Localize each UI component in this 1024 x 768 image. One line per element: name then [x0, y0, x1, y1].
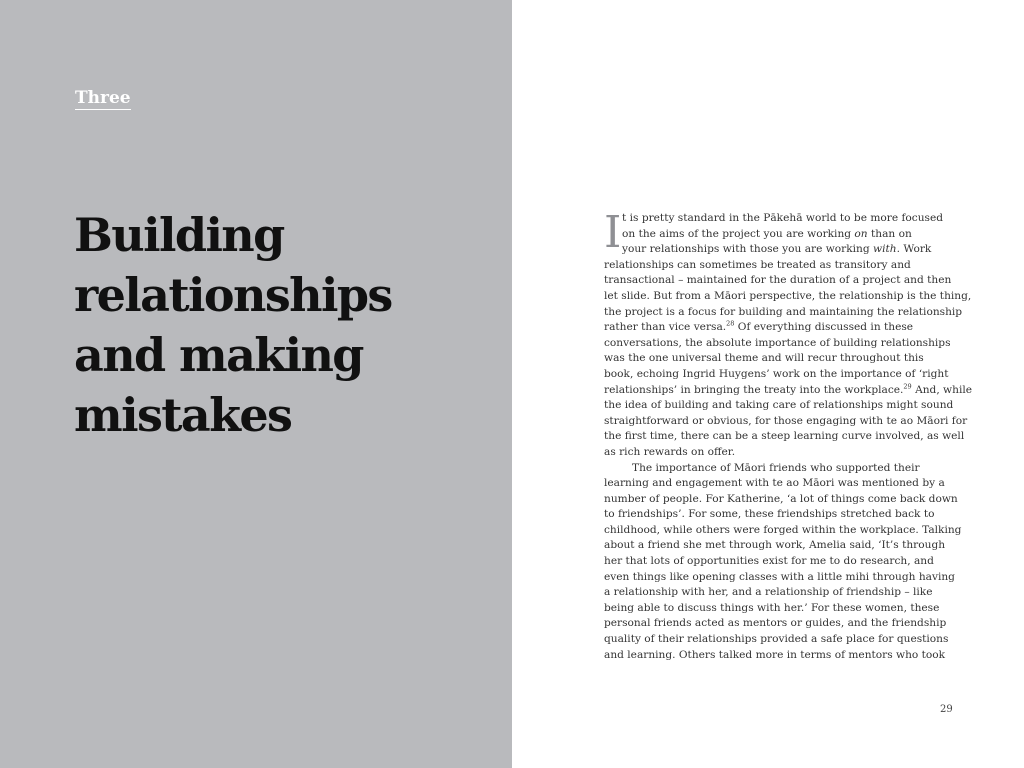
body-line: as rich rewards on offer. — [604, 445, 736, 458]
chapter-title-line: relationships — [74, 268, 392, 322]
page-number: 29 — [940, 704, 953, 715]
body-line: let slide. But from a Māori perspective, the relationship is the thing, — [604, 289, 972, 302]
body-line: quality of their relationships provided a safe place for questions — [604, 633, 949, 646]
body-line: t is pretty standard in the Pākehā world to be more focused — [622, 212, 944, 224]
body-line: personal friends acted as mentors or guides, and the friendship — [604, 617, 947, 630]
body-line: the idea of building and taking care of relationships might sound — [604, 399, 954, 412]
body-line: her that lots of opportunities exist for me to do research, and — [604, 555, 934, 568]
body-line — [604, 227, 949, 243]
text-run: relationships’ in bringing the treaty into the workplace. — [604, 383, 904, 396]
body-line: straightforward or obvious, for those engaging with te ao Māori for — [604, 414, 968, 427]
body-line: even things like opening classes with a little mihi through having — [604, 570, 955, 583]
body-line: about a friend she met through work, Amelia said, ‘It’s through — [604, 539, 946, 552]
text-run: And, while — [911, 383, 972, 396]
emphasis-text: on — [854, 227, 868, 240]
body-line — [604, 382, 972, 399]
body-line: learning and engagement with te ao Māori was mentioned by a — [604, 477, 945, 490]
body-line: book, echoing Ingrid Huygens’ work on the importance of ‘right — [604, 367, 949, 380]
text-run: your relationships with those you are working — [622, 243, 874, 256]
body-line: to friendships’. For some, these friendships stretched back to — [604, 508, 935, 521]
text-run: rather than vice versa. — [604, 321, 727, 334]
body-text — [604, 207, 972, 663]
body-line: childhood, while others were forged within the workplace. Talking — [604, 523, 962, 536]
text-run: than on — [867, 227, 912, 240]
text-run: . Work — [896, 243, 932, 256]
body-line: transactional – maintained for the duration of a project and then — [604, 274, 952, 287]
body-line — [604, 242, 949, 258]
body-line: the project is a focus for building and maintaining the relationship — [604, 305, 963, 318]
body-line: relationships can sometimes be treated as transitory and — [604, 258, 911, 271]
text-run: Of everything discussed in these — [734, 321, 914, 334]
body-line: was the one universal theme and will recur throughout this — [604, 352, 924, 365]
body-line: a relationship with her, and a relationship of friendship – like — [604, 586, 933, 599]
body-line: The importance of Māori friends who supported their — [632, 461, 920, 474]
text-run: on the aims of the project you are working — [622, 227, 855, 240]
body-line: number of people. For Katherine, ‘a lot of things come back down — [604, 492, 958, 505]
emphasis-text: with — [873, 243, 897, 256]
body-line: and learning. Others talked more in terms of mentors who took — [604, 648, 946, 661]
footnote-ref: 28 — [726, 319, 735, 328]
chapter-title-line: mistakes — [74, 388, 292, 442]
body-line — [604, 320, 949, 336]
body-line: being able to discuss things with her.’ For these women, these — [604, 601, 940, 614]
body-line: the first time, there can be a steep learning curve involved, as well — [604, 430, 965, 443]
chapter-title-line: Building — [74, 208, 284, 262]
chapter-title-line: and making — [74, 328, 363, 382]
body-line: conversations, the absolute importance of building relationships — [604, 336, 951, 349]
chapter-title — [74, 205, 494, 445]
drop-cap: I — [604, 207, 622, 258]
chapter-label: Three — [75, 88, 131, 108]
footnote-ref: 29 — [903, 382, 912, 390]
